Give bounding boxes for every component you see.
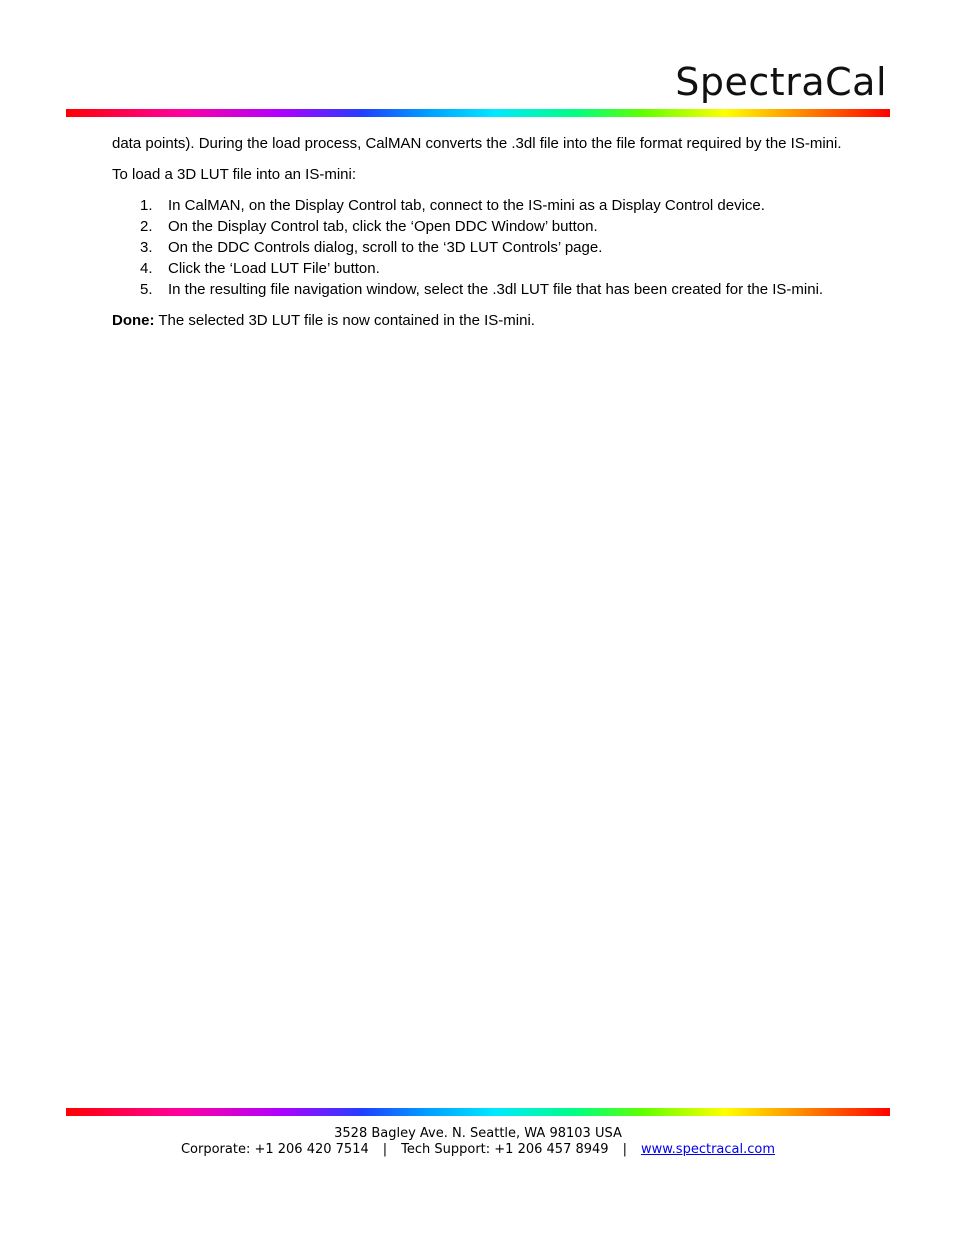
footer-rainbow-divider (66, 1108, 890, 1116)
step-text: In the resulting file navigation window, select the .3dl LUT file that has been created for the IS-mini. (168, 281, 824, 298)
done-label: Done: (112, 312, 155, 329)
list-item (112, 258, 842, 279)
footer-separator: | (622, 1142, 627, 1157)
step-number: 4. (140, 260, 153, 277)
list-item (112, 195, 842, 216)
footer-contacts (66, 1142, 890, 1158)
header-rainbow-divider (66, 109, 890, 117)
step-text: In CalMAN, on the Display Control tab, connect to the IS-mini as a Display Control device. (168, 197, 765, 214)
footer-separator: | (382, 1142, 388, 1157)
step-text: Click the ‘Load LUT File’ button. (168, 260, 380, 277)
intro-paragraph: data points). During the load process, CalMAN converts the .3dl file into the file format required by the IS-mini. (112, 135, 842, 152)
list-item (112, 216, 842, 237)
website-link[interactable]: www.spectracal.com (640, 1142, 776, 1157)
page-footer (66, 1126, 890, 1158)
support-phone: Tech Support: +1 206 457 8949 (401, 1142, 609, 1157)
list-item (112, 237, 842, 258)
list-item (112, 279, 842, 300)
procedure-title: To load a 3D LUT file into an IS-mini: (112, 166, 357, 183)
corporate-phone: Corporate: +1 206 420 7514 (180, 1142, 369, 1157)
document-body (112, 133, 842, 341)
step-number: 3. (140, 239, 153, 256)
done-paragraph (112, 310, 842, 331)
spectracal-logo: SpectraCal (675, 60, 887, 104)
footer-address: 3528 Bagley Ave. N. Seattle, WA 98103 USA (334, 1126, 622, 1141)
step-number: 5. (140, 281, 153, 298)
step-number: 1. (140, 197, 153, 214)
step-text: On the Display Control tab, click the ‘Open DDC Window’ button. (168, 218, 598, 235)
steps-list (112, 195, 842, 300)
done-text: The selected 3D LUT file is now contained in the IS-mini. (154, 312, 535, 329)
step-number: 2. (140, 218, 153, 235)
step-text: On the DDC Controls dialog, scroll to the ‘3D LUT Controls’ page. (168, 239, 603, 256)
